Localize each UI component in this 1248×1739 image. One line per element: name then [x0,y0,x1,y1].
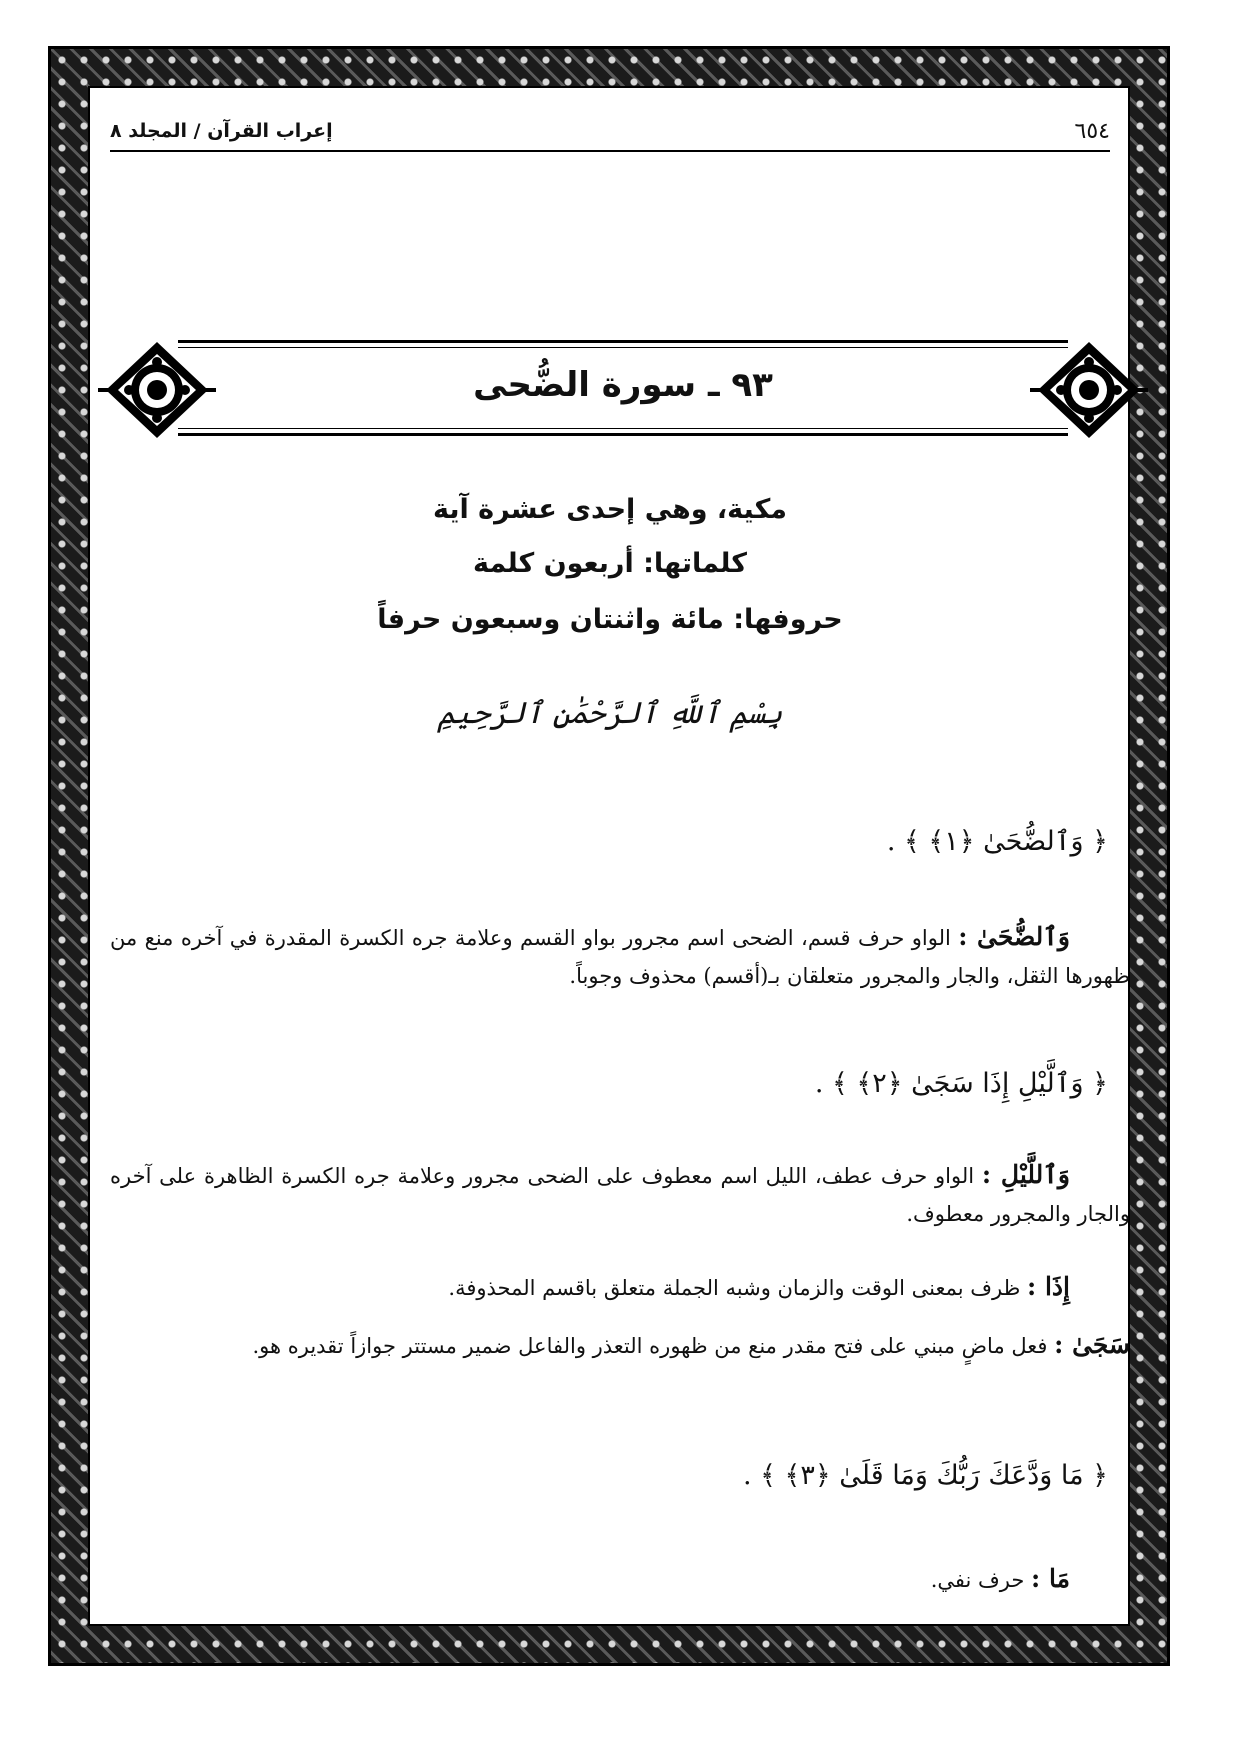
analysis-paragraph-3 [110,1268,1130,1307]
analysis-term: سَجَىٰ : [1054,1330,1130,1359]
analysis-paragraph-5 [110,1560,1130,1599]
analysis-text: الواو حرف قسم، الضحى اسم مجرور بواو القسم وعلامة جره الكسرة المقدرة في آخره منع من ظهورها الثقل، والجار والمجرور متعلقان بـ(أقسم) محذوف وجوباً. [110,926,1130,988]
analysis-text: فعل ماضٍ مبني على فتح مقدر منع من ظهوره التعذر والفاعل ضمير مستتر جوازاً تقديره هو. [252,1334,1048,1358]
analysis-paragraph-1 [110,918,1130,995]
analysis-text: حرف نفي. [930,1568,1025,1592]
analysis-term: إِذَا : [1027,1272,1070,1301]
basmala: بِسْمِ ٱللَّهِ ٱلرَّحْمَٰنِ ٱلرَّحِيمِ [437,696,783,731]
analysis-term: وَٱلضُّحَىٰ : [958,922,1070,951]
surah-info-type: مكية، وهي إحدى عشرة آية [433,494,787,525]
analysis-paragraph-4 [110,1326,1130,1365]
analysis-term: وَٱللَّيْلِ : [981,1160,1070,1189]
analysis-text: الواو حرف عطف، الليل اسم معطوف على الضحى مجرور وعلامة جره الكسرة الظاهرة على آخره والجار والمجرور معطوف. [110,1164,1130,1226]
analysis-paragraph-2 [110,1156,1130,1233]
running-header [110,112,1110,152]
verse-1: ﴿ وَٱلضُّحَىٰ ﴿١﴾ ﴾ . [886,826,1108,857]
verse-2: ﴿ وَٱلَّيْلِ إِذَا سَجَىٰ ﴿٢﴾ ﴾ . [814,1068,1108,1099]
surah-info-letters: حروفها: مائة واثنتان وسبعون حرفاً [377,604,843,635]
analysis-text: ظرف بمعنى الوقت والزمان وشبه الجملة متعلق باقسم المحذوفة. [448,1276,1021,1300]
analysis-term: مَا : [1031,1564,1070,1593]
surah-title-banner [178,340,1068,436]
page-number: ٦٥٤ [1074,118,1110,144]
surah-title: ٩٣ ـ سورة الضُّحى [473,365,773,405]
ornament-rosette-right-icon [1030,338,1148,442]
running-title: إعراب القرآن / المجلد ٨ [110,120,333,142]
surah-info-words: كلماتها: أربعون كلمة [472,548,747,579]
verse-3: ﴿ مَا وَدَّعَكَ رَبُّكَ وَمَا قَلَىٰ ﴿٣﴾ ﴾ . [742,1460,1108,1491]
